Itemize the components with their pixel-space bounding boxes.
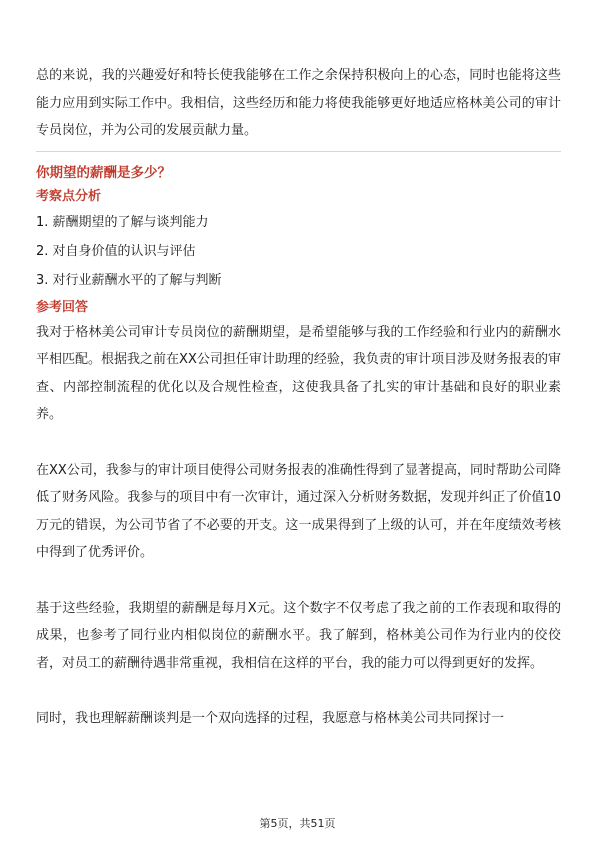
analysis-item-2: 2. 对自身价值的认识与评估 xyxy=(36,243,196,259)
analysis-item-3: 3. 对行业薪酬水平的了解与判断 xyxy=(36,272,222,288)
answer-paragraph-3: 基于这些经验，我期望的薪酬是每月X元。这个数字不仅考虑了我之前的工作表现和取得的成果，也参考了同行业内相似岗位的薪酬水平。我了解到，格林美公司作为行业内的佼佼者，对员工的薪酬待遇非常重视，我相信在这样的平台，我的能力可以得到更好的发挥。 xyxy=(36,600,561,671)
paragraph-gap xyxy=(36,677,561,705)
intro-paragraph: 总的来说，我的兴趣爱好和特长使我能够在工作之余保持积极向上的心态，同时也能将这些能力应用到实际工作中。我相信，这些经历和能力将使我能够更好地适应格林美公司的审计专员岗位，并为公司的发展贡献力量。 xyxy=(36,68,561,138)
analysis-item-1: 1. 薪酬期望的了解与谈判能力 xyxy=(36,214,209,230)
paragraph-gap xyxy=(36,429,561,457)
page-footer: 第5页，共51页 xyxy=(259,817,336,830)
answer-paragraph-2: 在XX公司，我参与的审计项目使得公司财务报表的准确性得到了显著提高，同时帮助公司降低了财务风险。我参与的项目中有一次审计，通过深入分析财务数据，发现并纠正了价值10万元的错误，为公司节省了不必要的开支。这一成果得到了上级的认可，并在年度绩效考核中得到了优秀评价。 xyxy=(36,462,561,560)
question-heading: 你期望的薪酬是多少？ xyxy=(36,164,171,181)
paragraph-gap xyxy=(36,567,561,595)
analysis-title: 考察点分析 xyxy=(36,188,102,204)
section-divider xyxy=(36,151,561,152)
answer-paragraph-1: 我对于格林美公司审计专员岗位的薪酬期望，是希望能够与我的工作经验和行业内的薪酬水平相匹配。根据我之前在XX公司担任审计助理的经验，我负责的审计项目涉及财务报表的审查、内部控制流程的优化以及合规性检查，这使我具备了扎实的审计基础和良好的职业素养。 xyxy=(36,324,561,422)
answer-title: 参考回答 xyxy=(36,299,89,315)
answer-paragraph-4: 同时，我也理解薪酬谈判是一个双向选择的过程，我愿意与格林美公司共同探讨一 xyxy=(36,711,505,726)
document-page xyxy=(36,62,561,733)
